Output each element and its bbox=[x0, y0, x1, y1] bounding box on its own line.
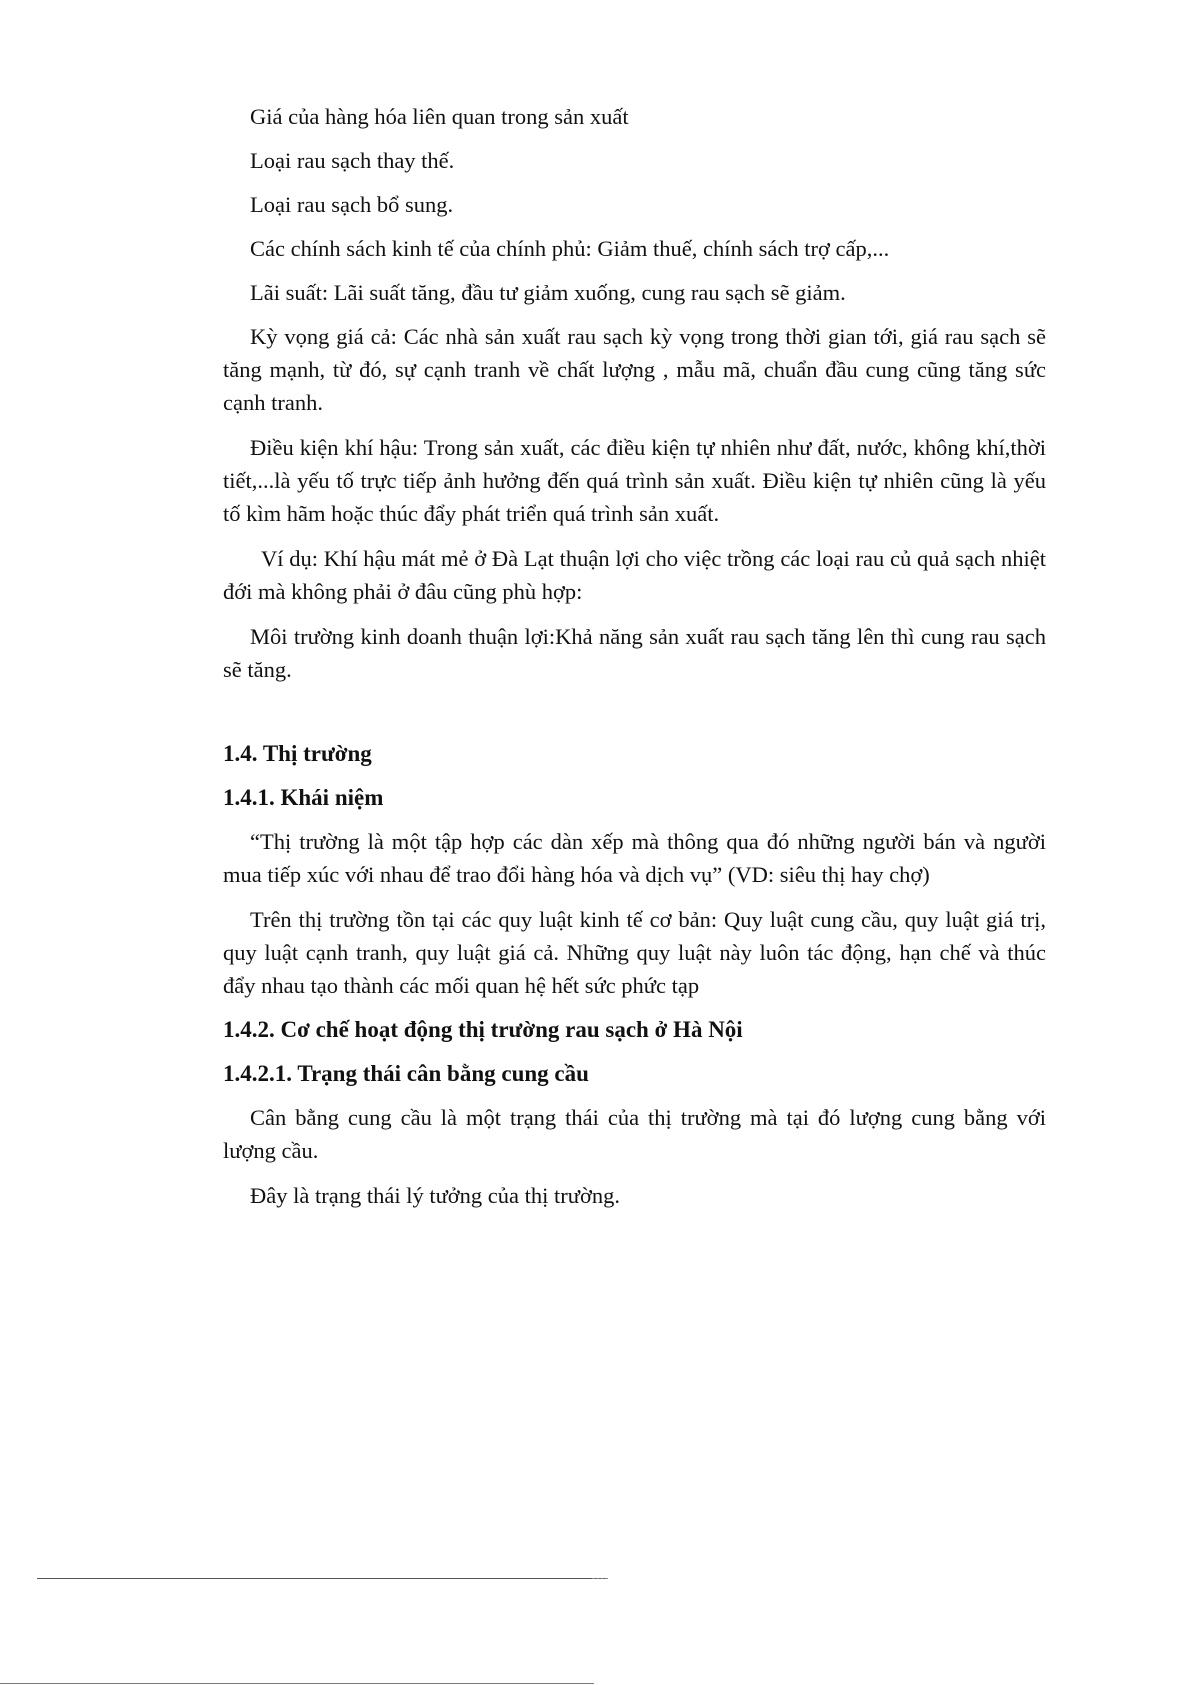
paragraph-example-dalat: Ví dụ: Khí hậu mát mẻ ở Đà Lạt thuận lợi cho việc trồng các loại rau củ quả sạch nhiệt đới mà không phải ở đâu cũng phù hợp: bbox=[223, 546, 1046, 604]
heading-1-4-2-1-equilibrium: 1.4.2.1. Trạng thái cân bằng cung cầu bbox=[223, 1061, 589, 1086]
paragraph-market-laws: Trên thị trường tồn tại các quy luật kinh tế cơ bản: Quy luật cung cầu, quy luật giá trị, quy luật cạnh tranh, quy luật giá cả. Những quy luật này luôn tác động, hạn chế và thúc đẩy nhau tạo thành các mối quan hệ hết sức phức tạp bbox=[223, 907, 1046, 998]
paragraph-equilibrium-definition: Cân bằng cung cầu là một trạng thái của thị trường mà tại đó lượng cung bằng với lượng cầu. bbox=[223, 1105, 1046, 1163]
page-content bbox=[223, 100, 1046, 1212]
paragraph-price-expectation: Kỳ vọng giá cả: Các nhà sản xuất rau sạch kỳ vọng trong thời gian tới, giá rau sạch sẽ tăng mạnh, từ đó, sự cạnh tranh về chất lượng , mẫu mã, chuẩn đầu cung cũng tăng sức cạnh tranh. bbox=[223, 324, 1046, 415]
footer-divider-tail bbox=[592, 1578, 608, 1579]
heading-1-4-2-mechanism: 1.4.2. Cơ chế hoạt động thị trường rau sạch ở Hà Nội bbox=[223, 1017, 743, 1042]
paragraph-complementary-vegetables: Loại rau sạch bổ sung. bbox=[250, 192, 454, 217]
paragraph-ideal-state: Đây là trạng thái lý tưởng của thị trường. bbox=[250, 1183, 620, 1208]
footer-divider bbox=[37, 1578, 608, 1579]
paragraph-substitute-vegetables: Loại rau sạch thay thế. bbox=[250, 148, 455, 173]
paragraph-related-goods-price: Giá của hàng hóa liên quan trong sản xuất bbox=[250, 104, 629, 129]
paragraph-business-environment: Môi trường kinh doanh thuận lợi:Khả năng sản xuất rau sạch tăng lên thì cung rau sạch sẽ tăng. bbox=[223, 624, 1046, 682]
paragraph-climate-conditions: Điều kiện khí hậu: Trong sản xuất, các điều kiện tự nhiên như đất, nước, không khí,thời tiết,...là yếu tố trực tiếp ảnh hưởng đến quá trình sản xuất. Điều kiện tự nhiên cũng là yếu tố kìm hãm hoặc thúc đẩy phát triển quá trình sản xuất. bbox=[223, 435, 1046, 526]
paragraph-government-policy: Các chính sách kinh tế của chính phủ: Giảm thuế, chính sách trợ cấp,... bbox=[250, 236, 890, 261]
heading-1-4-1-concept: 1.4.1. Khái niệm bbox=[223, 785, 384, 810]
heading-1-4-market: 1.4. Thị trường bbox=[223, 741, 372, 766]
paragraph-interest-rate: Lãi suất: Lãi suất tăng, đầu tư giảm xuống, cung rau sạch sẽ giảm. bbox=[250, 280, 846, 305]
paragraph-market-definition: “Thị trường là một tập hợp các dàn xếp mà thông qua đó những người bán và người mua tiếp xúc với nhau để trao đổi hàng hóa và dịch vụ” (VD: siêu thị hay chợ) bbox=[223, 829, 1046, 887]
page-bottom-edge bbox=[0, 1683, 594, 1684]
